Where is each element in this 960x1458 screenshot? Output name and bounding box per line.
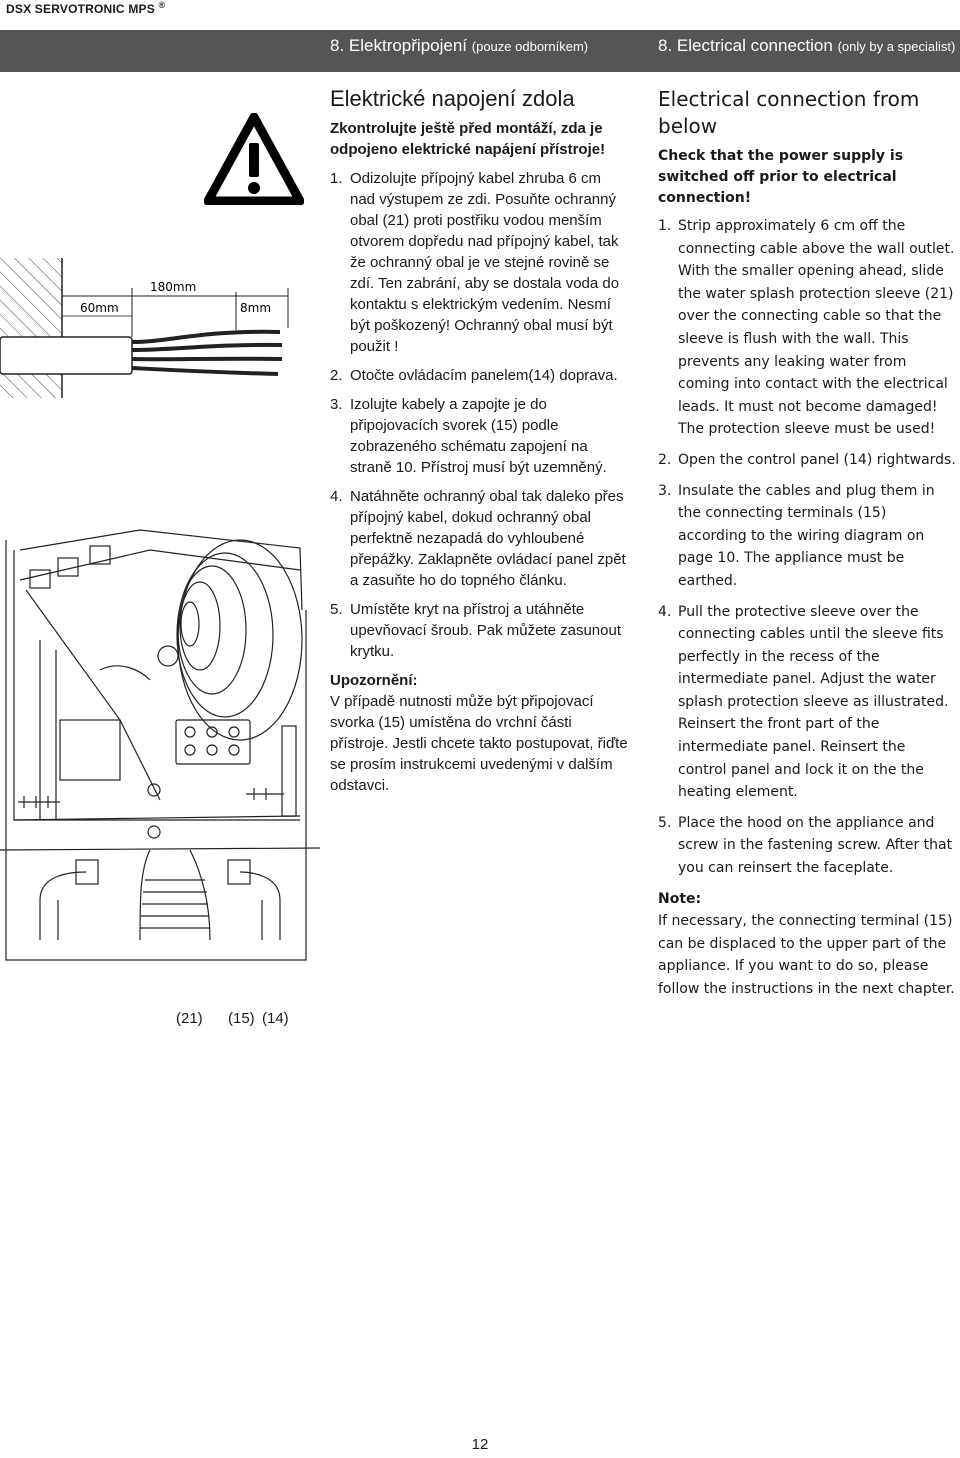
cz-step: 4. Natáhněte ochranný obal tak daleko přes přípojný kabel, dokud ochranný obal perfektně nezapadá do vyhloubené přepážky. Zaklapněte ovládací panel zpět a zasuňte ho do topného článku. <box>330 488 626 589</box>
page-number: 12 <box>471 1436 489 1453</box>
cz-note-text: V případě nutnosti může být připojovací svorka (15) umístěna do vrchní části přístroje. Jestli chcete takto postupovat, řiďte se prosím instrukcemi uvedenými v dalším odstavci. <box>330 693 628 794</box>
cz-step: 2. Otočte ovládacím panelem(14) doprava. <box>330 367 618 384</box>
en-note-title: Note: <box>658 890 702 907</box>
en-heading: Electrical connection from below <box>658 87 920 138</box>
section-title-en: 8. Electrical connection (only by a specialist) <box>658 36 956 55</box>
english-column <box>658 86 958 1001</box>
dimension-label-180mm: 180mm <box>150 280 197 294</box>
cz-lead-warning: Zkontrolujte ještě před montáží, zda je odpojeno elektrické napájení přístroje! <box>330 120 606 158</box>
en-note-text: If necessary, the connecting terminal (15) can be displaced to the upper part of the appliance. If you want to do so, please follow the instructions in the next chapter. <box>658 913 955 997</box>
en-lead-warning: Check that the power supply is switched off prior to electrical connection! <box>658 148 904 206</box>
en-steps-list <box>658 215 958 880</box>
cz-step: 3. Izolujte kabely a zapojte je do připojovacích svorek (15) podle zobrazeného schématu zapojení na straně 10. Přístroj musí být uzemněný. <box>330 396 607 476</box>
en-step: 1. Strip approximately 6 cm off the connecting cable above the wall outlet. With the smaller opening ahead, slide the water splash protection sleeve (21) over the connecting cable so that the sleeve is flush with the wall. This prevents any leaking water from coming into contact with the electrical leads. It must not become damaged! The protection sleeve must be used! <box>658 218 955 438</box>
en-step: 2. Open the control panel (14) rightwards. <box>658 451 956 468</box>
callout-label-14: (14) <box>262 1010 289 1027</box>
en-step: 5. Place the hood on the appliance and screw in the fastening screw. After that you can reinsert the faceplate. <box>658 814 953 877</box>
cz-step: 5. Umístěte kryt na přístroj a utáhněte upevňovací šroub. Pak můžete zasunout krytku. <box>330 601 621 660</box>
cable-strip-diagram <box>0 258 300 398</box>
cz-note-title: Upozornění: <box>330 672 418 689</box>
czech-column <box>330 86 630 796</box>
cz-heading: Elektrické napojení zdola <box>330 86 575 111</box>
en-step: 4. Pull the protective sleeve over the connecting cables until the sleeve fits perfectly in the recess of the intermediate panel. Adjust the water splash protection sleeve as illustrated. Reinsert the front part of the intermediate panel. Reinsert the control panel and lock it on the the heating element. <box>658 603 949 801</box>
brand-title: DSX SERVOTRONIC MPS ® <box>6 0 166 16</box>
callout-label-15: (15) <box>228 1010 255 1027</box>
dimension-label-60mm: 60mm <box>80 301 119 315</box>
cz-step: 1. Odizolujte přípojný kabel zhruba 6 cm nad výstupem ze zdi. Posuňte ochranný obal (21) proti postřiku vodou menším otvorem dopředu nad přípojný kabel, tak že ochranný obal je ve stejné rovině se zdí. Ten zabrání, aby se dostala voda do kontaktu s elektrickým vedením. Nesmí být poškozený! Ochranný obal musí být použit ! <box>330 170 620 355</box>
dimension-label-8mm: 8mm <box>240 301 272 315</box>
warning-triangle-icon <box>204 113 304 205</box>
section-title-cz: 8. Elektropřipojení (pouze odborníkem) <box>330 36 589 55</box>
cz-steps-list <box>330 168 630 662</box>
callout-label-21: (21) <box>176 1010 203 1027</box>
appliance-connection-diagram <box>0 520 320 990</box>
en-step: 3. Insulate the cables and plug them in the connecting terminals (15) according to the wiring diagram on page 10. The appliance must be earthed. <box>658 482 935 589</box>
